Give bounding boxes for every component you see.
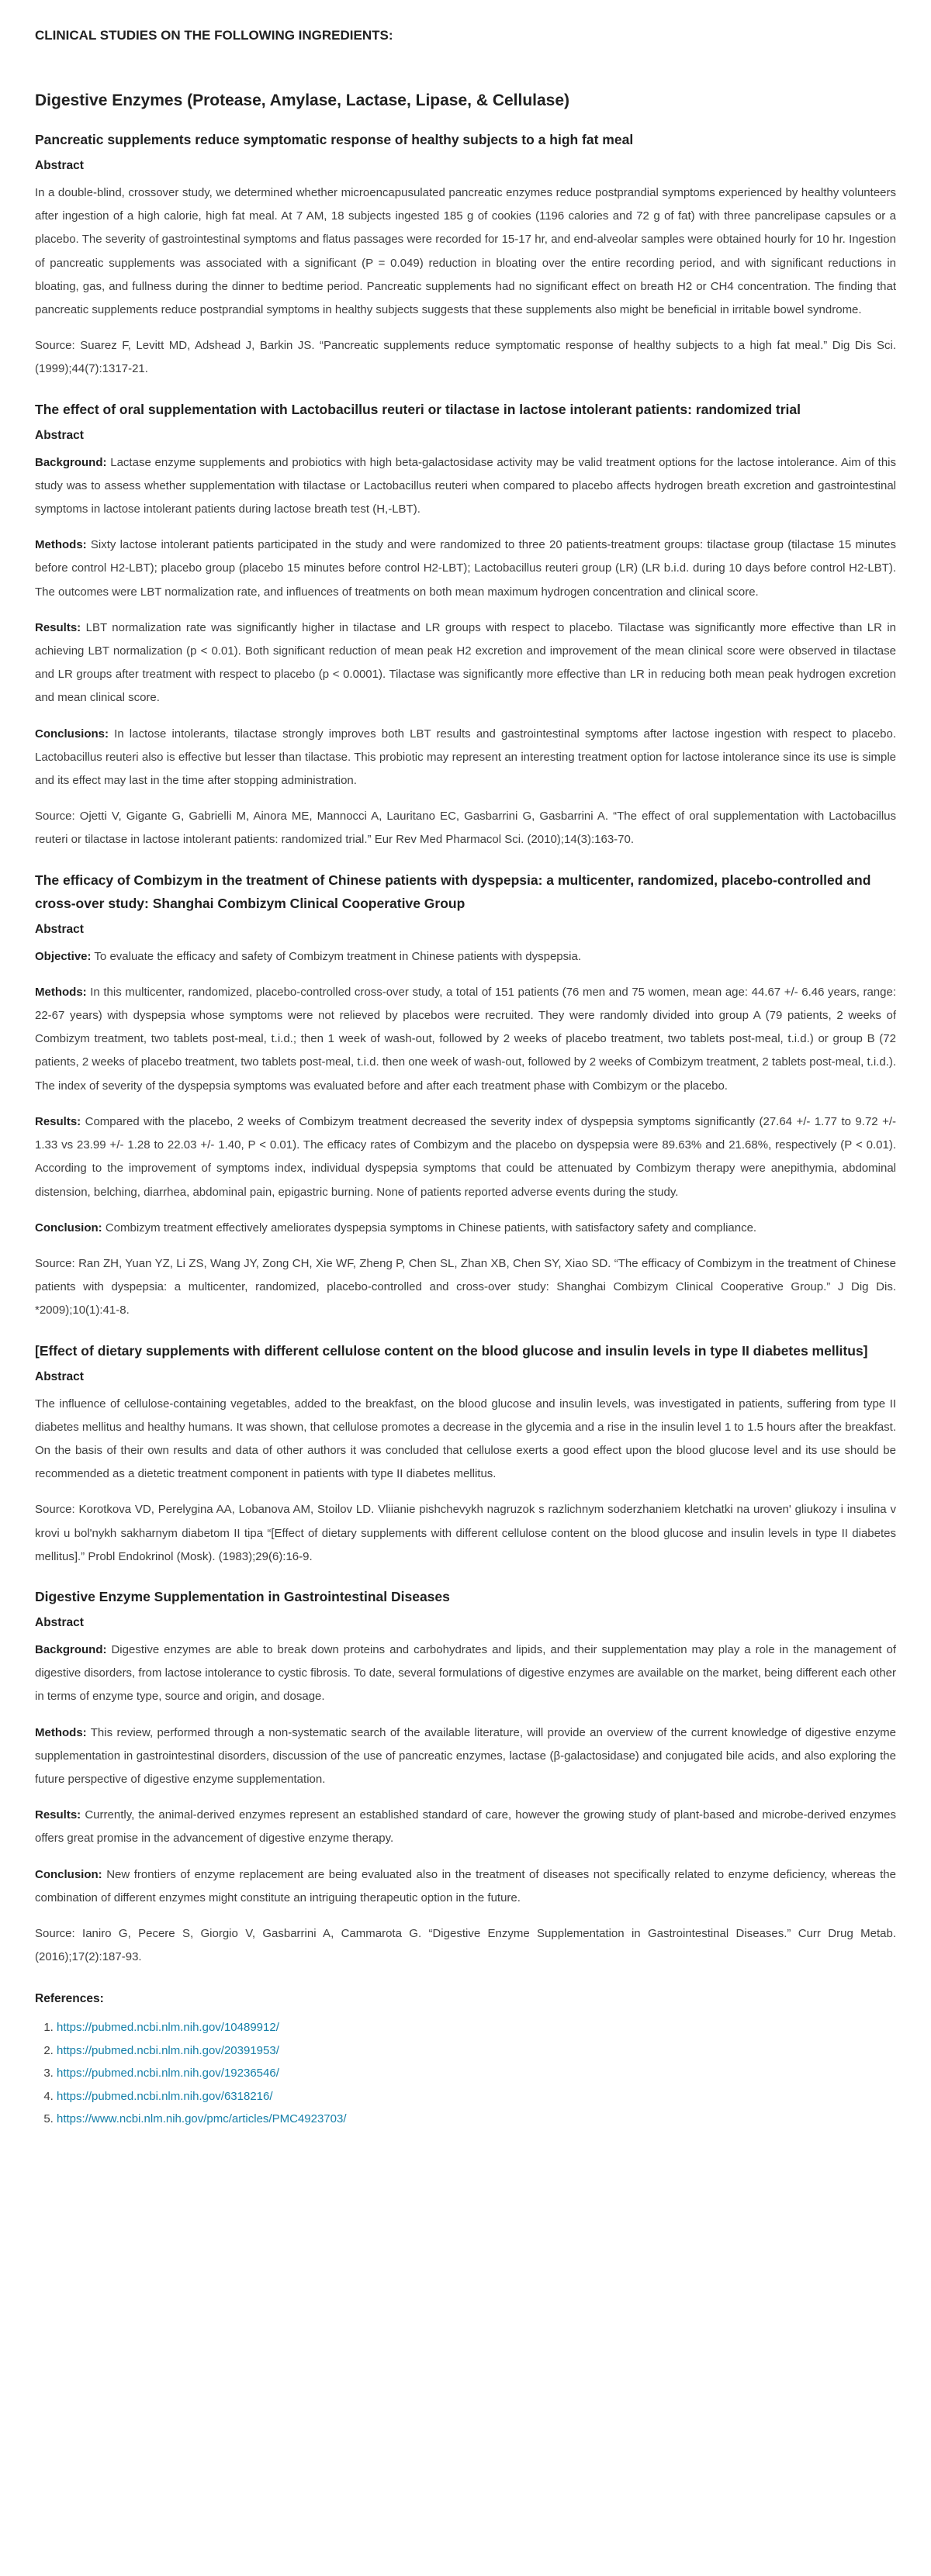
paragraph-text: Digestive enzymes are able to break down proteins and carbohydrates and lipids, and their supplementation may play a role in the management of digestive disorders, from lactose intolerance to cystic fibrosis. To date, several formulations of digestive enzymes are available on the market, being different each other in terms of enzyme type, source and origin, and dosage. <box>35 1642 897 1704</box>
study-title: Digestive Enzyme Supplementation in Gastrointestinal Diseases <box>35 1588 450 1604</box>
reference-item <box>57 2085 896 2108</box>
paragraph-label: Results: <box>35 1808 81 1822</box>
study-title: The efficacy of Combizym in the treatment of Chinese patients with dyspepsia: a multicenter, randomized, placebo-controlled and cross-over study: Shanghai Combizym Clinical Cooperative Group <box>35 872 871 911</box>
study-section <box>35 1339 896 1569</box>
study-paragraph <box>35 981 896 1098</box>
study-paragraph <box>35 805 896 851</box>
paragraph-label: Methods: <box>35 1725 87 1739</box>
paragraph-label: Methods: <box>35 985 87 999</box>
references-label: References: <box>35 1992 104 2006</box>
study-paragraph <box>35 451 896 522</box>
study-paragraph <box>35 181 896 322</box>
study-paragraph <box>35 723 896 793</box>
references-list <box>35 2016 896 2131</box>
page-title: CLINICAL STUDIES ON THE FOLLOWING INGREDIENTS: <box>35 28 393 43</box>
reference-item <box>57 2108 896 2131</box>
reference-link[interactable]: https://pubmed.ncbi.nlm.nih.gov/20391953/ <box>57 2043 279 2057</box>
paragraph-text: In a double-blind, crossover study, we determined whether microencapusulated pancreatic enzymes reduce postprandial symptoms experienced by healthy volunteers after ingestion of a high calorie, high fat meal. At 7 AM, 18 subjects ingested 185 g of cookies (1196 calories and 72 g of fat) with three pancrelipase capsules or a placebo. The severity of gastrointestinal symptoms and flatus passages were recorded for 15-17 hr, and end-alveolar samples were obtained hourly for 10 hr. Ingestion of pancreatic supplements was associated with a significant (P = 0.049) reduction in bloating over the entire recording period, and with significant reductions in bloating, gas, and fullness during the dinner to bedtime period. Pancreatic supplements had no significant effect on breath H2 or CH4 concentration. The finding that pancreatic supplements reduce postprandial symptoms in healthy subjects suggests that these supplements also might be beneficial in irritable bowel syndrome. <box>35 186 896 317</box>
paragraph-text: To evaluate the efficacy and safety of Combizym treatment in Chinese patients with dyspepsia. <box>91 949 581 963</box>
study-paragraphs <box>35 181 896 382</box>
study-paragraph <box>35 1863 896 1910</box>
paragraph-label: Objective: <box>35 949 92 963</box>
study-section <box>35 128 896 382</box>
paragraph-text: Source: Ran ZH, Yuan YZ, Li ZS, Wang JY, Zong CH, Xie WF, Zheng P, Chen SL, Zhan XB, Chen SY, Xiao SD. “The efficacy of Combizym in the treatment of Chinese patients with dyspepsia: a multicenter, randomized, placebo-controlled and cross-over study: Shanghai Combizym Clinical Cooperative Group.” J Dig Dis. *2009);10(1):41-8. <box>35 1256 896 1317</box>
paragraph-text: Source: Suarez F, Levitt MD, Adshead J, Barkin JS. “Pancreatic supplements reduce symptomatic response of healthy subjects to a high fat meal.” Dig Dis Sci. (1999);44(7):1317-21. <box>35 339 896 376</box>
paragraph-label: Background: <box>35 1642 107 1656</box>
study-paragraph <box>35 1638 896 1709</box>
study-paragraphs <box>35 1638 896 1969</box>
paragraph-text: In lactose intolerants, tilactase strongly improves both LBT results and gastrointestinal symptoms after lactose ingestion with respect to placebo. Lactobacillus reuteri also is effective but lesser than tilactase. This probiotic may represent an interesting treatment option for lactose intolerance since its use is simple and its effect may last in the time after stopping administration. <box>35 727 896 788</box>
abstract-label: Abstract <box>35 922 84 936</box>
study-section <box>35 398 896 852</box>
paragraph-label: Results: <box>35 620 81 634</box>
study-paragraph <box>35 334 896 381</box>
studies-container <box>35 128 896 1969</box>
study-paragraph <box>35 1217 896 1240</box>
paragraph-text: LBT normalization rate was significantly higher in tilactase and LR groups with respect to placebo. Tilactase was significantly more effective than LR in achieving LBT normalization (p < 0.01). Both significant reduction of mean peak H2 excretion and improvement of the mean clinical score were observed in tilactase and LR groups after treatment with respect to placebo (p < 0.0001). Tilactase was significantly more effective than LR in reducing both mean peak hydrogen excretion and mean clinical score. <box>35 620 896 705</box>
paragraph-text: Lactase enzyme supplements and probiotics with high beta-galactosidase activity may be valid treatment options for the lactose intolerance. Aim of this study was to assess whether supplementation with tilactase or Lactobacillus reuteri when compared to placebo affects hydrogen breath excretion and gastrointestinal symptoms in lactose intolerant patients during lactose breath test (H,-LBT). <box>35 455 896 516</box>
abstract-label: Abstract <box>35 159 84 172</box>
paragraph-label: Conclusion: <box>35 1867 102 1881</box>
section-heading: Digestive Enzymes (Protease, Amylase, Lactase, Lipase, & Cellulase) <box>35 92 570 109</box>
paragraph-text: The influence of cellulose-containing vegetables, added to the breakfast, on the blood glucose and insulin levels, was investigated in patients, suffering from type II diabetes mellitus and healthy humans. It was shown, that cellulose promotes a decrease in the glycemia and a rise in the insulin level 1 to 1.5 hours after the breakfast. On the basis of their own results and data of other authors it was concluded that cellulose exerts a good effect upon the blood glucose level and its use should be recommended as a dietetic treatment component in patients with type II diabetes mellitus. <box>35 1397 896 1481</box>
study-paragraphs <box>35 451 896 852</box>
study-paragraphs <box>35 1393 896 1569</box>
reference-link[interactable]: https://pubmed.ncbi.nlm.nih.gov/19236546/ <box>57 2067 279 2080</box>
study-title: Pancreatic supplements reduce symptomatic response of healthy subjects to a high fat meal <box>35 132 634 147</box>
paragraph-text: Combizym treatment effectively ameliorates dyspepsia symptoms in Chinese patients, with satisfactory safety and compliance. <box>102 1221 757 1234</box>
paragraph-label: Conclusion: <box>35 1221 102 1234</box>
paragraph-text: Source: Ianiro G, Pecere S, Giorgio V, Gasbarrini A, Cammarota G. “Digestive Enzyme Supplementation in Gastrointestinal Diseases.” Curr Drug Metab. (2016);17(2):187-93. <box>35 1926 896 1964</box>
reference-link[interactable]: https://pubmed.ncbi.nlm.nih.gov/10489912/ <box>57 2021 279 2035</box>
study-title: [Effect of dietary supplements with different cellulose content on the blood glucose and insulin levels in type II diabetes mellitus] <box>35 1342 868 1359</box>
paragraph-text: Source: Korotkova VD, Perelygina AA, Lobanova AM, Stoilov LD. Vliianie pishchevykh nagruzok s razlichnym soderzhaniem kletchatki na uroven' gliukozy i insulina v krovi u bol'nykh sakharnym diabetom II tipa “[Effect of dietary supplements with different cellulose content on the blood glucose and insulin levels in type II diabetes mellitus].” Probl Endokrinol (Mosk). (1983);29(6):16-9. <box>35 1503 896 1563</box>
study-paragraph <box>35 1922 896 1969</box>
paragraph-label: Methods: <box>35 538 87 552</box>
reference-item <box>57 2016 896 2039</box>
study-paragraph <box>35 616 896 710</box>
abstract-label: Abstract <box>35 428 84 442</box>
reference-item <box>57 2039 896 2063</box>
reference-link[interactable]: https://www.ncbi.nlm.nih.gov/pmc/articles/PMC4923703/ <box>57 2112 347 2126</box>
paragraph-text: New frontiers of enzyme replacement are being evaluated also in the treatment of diseases not specifically related to enzyme deficiency, whereas the combination of different enzymes might constitute an intriguing therapeutic option in the future. <box>35 1867 896 1904</box>
study-paragraph <box>35 1393 896 1487</box>
paragraph-text: Source: Ojetti V, Gigante G, Gabrielli M, Ainora ME, Mannocci A, Lauritano EC, Gasbarrini G, Gasbarrini A. “The effect of oral supplementation with Lactobacillus reuteri or tilactase in lactose intolerant patients: randomized trial.” Eur Rev Med Pharmacol Sci. (2010);14(3):163-70. <box>35 810 896 847</box>
study-section <box>35 868 896 1323</box>
paragraph-label: Background: <box>35 455 107 469</box>
study-paragraph <box>35 1110 896 1204</box>
paragraph-text: In this multicenter, randomized, placebo-controlled cross-over study, a total of 151 patients (76 men and 75 women, mean age: 44.67 +/- 6.46 years, range: 22-67 years) with dyspepsia whose symptoms were not relieved by placebos were recruited. They were randomly divided into group A (79 patients, 2 weeks of Combizym treatment, two tablets post-meal, t.i.d.; then 1 week of wash-out, followed by 2 weeks of placebo treatment, two tablets post-meal, t.i.d.) or group B (72 patients, 2 weeks of placebo treatment, two tablets post-meal, t.i.d. then one week of wash-out, followed by 2 weeks of Combizym treatment, 2 tablets post-meal, t.i.d.). The index of severity of the dyspepsia symptoms was evaluated before and after each treatment phase with Combizym or the placebo. <box>35 985 896 1093</box>
paragraph-text: Compared with the placebo, 2 weeks of Combizym treatment decreased the severity index of dyspepsia symptoms significantly (27.64 +/- 1.77 to 9.72 +/- 1.33 vs 23.99 +/- 1.28 to 22.03 +/- 1.40, P < 0.01). The efficacy rates of Combizym and the placebo on dyspepsia were 89.63% and 21.68%, respectively (P < 0.01). According to the improvement of symptoms index, individual dyspepsia symptoms that could be attenuated by Combizym therapy were anepithymia, abdominal distension, belching, diarrhea, abdominal pain, epigastric burning. None of patients reported adverse events during the study. <box>35 1114 896 1199</box>
study-paragraph <box>35 1498 896 1569</box>
study-paragraph <box>35 945 896 969</box>
study-paragraph <box>35 1721 896 1792</box>
reference-link[interactable]: https://pubmed.ncbi.nlm.nih.gov/6318216/ <box>57 2089 273 2103</box>
study-paragraph <box>35 1804 896 1850</box>
study-paragraphs <box>35 945 896 1323</box>
abstract-label: Abstract <box>35 1615 84 1629</box>
paragraph-text: Sixty lactose intolerant patients participated in the study and were randomized to three 20 patients-treatment groups: tilactase group (tilactase 15 minutes before control H2-LBT); placebo group (placebo 15 minutes before control H2-LBT); Lactobacillus reuteri group (LR) (LR b.i.d. during 10 days before control H2-LBT). The outcomes were LBT normalization rate, and influences of treatments on both mean maximum hydrogen concentration and clinical score. <box>35 538 896 599</box>
study-paragraph <box>35 1252 896 1323</box>
paragraph-text: Currently, the animal-derived enzymes represent an established standard of care, however the growing study of plant-based and microbe-derived enzymes offers great promise in the advancement of digestive enzyme therapy. <box>35 1808 896 1846</box>
reference-item <box>57 2062 896 2085</box>
study-title: The effect of oral supplementation with Lactobacillus reuteri or tilactase in lactose intolerant patients: randomized trial <box>35 401 801 417</box>
abstract-label: Abstract <box>35 1369 84 1383</box>
study-paragraph <box>35 534 896 604</box>
paragraph-label: Results: <box>35 1114 81 1128</box>
paragraph-label: Conclusions: <box>35 727 109 741</box>
paragraph-text: This review, performed through a non-systematic search of the available literature, will provide an overview of the current knowledge of digestive enzyme supplementation in gastrointestinal disorders, discussion of the use of pancreatic enzymes, lactase (β-galactosidase) and conjugated bile acids, and also exploring the future perspective of digestive enzyme supplementation. <box>35 1725 896 1786</box>
study-section <box>35 1585 896 1969</box>
